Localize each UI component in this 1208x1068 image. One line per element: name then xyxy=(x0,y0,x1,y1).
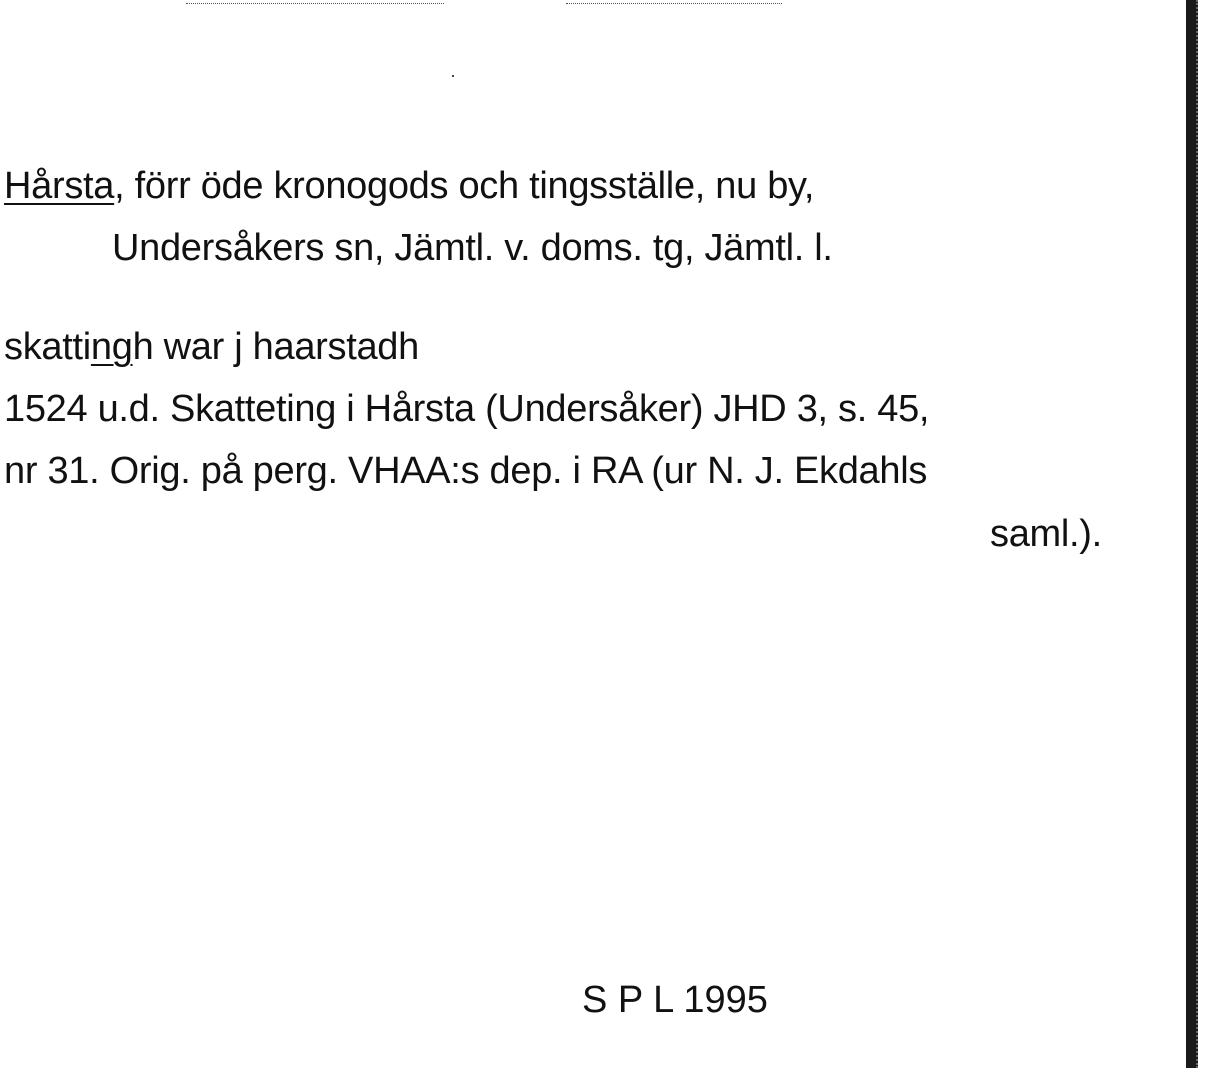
entry-heading-line xyxy=(4,164,814,208)
card-edge-bar xyxy=(1186,0,1198,1068)
source-line-2: nr 31. Orig. på perg. VHAA:s dep. i RA (ur N. J. Ekdahls xyxy=(4,450,928,492)
quote-line xyxy=(4,325,419,369)
quote-end: h war j haarstadh xyxy=(132,326,419,368)
place-name: Hårsta xyxy=(4,165,115,207)
parish-line: Undersåkers sn, Jämtl. v. doms. tg, Jämtl. l. xyxy=(112,227,833,269)
quote-start: skatti xyxy=(4,326,91,368)
place-description: , förr öde kronogods och tingsställe, nu by, xyxy=(114,165,815,207)
scan-artifact-line xyxy=(186,3,444,5)
signature: S P L 1995 xyxy=(582,979,768,1021)
source-line-1: 1524 u.d. Skatteting i Hårsta (Undersåker) JHD 3, s. 45, xyxy=(4,388,930,430)
scan-artifact-dot xyxy=(452,75,454,77)
quote-underlined: ng xyxy=(90,326,133,368)
scan-artifact-line xyxy=(566,3,782,5)
source-line-3: saml.). xyxy=(990,513,1102,555)
